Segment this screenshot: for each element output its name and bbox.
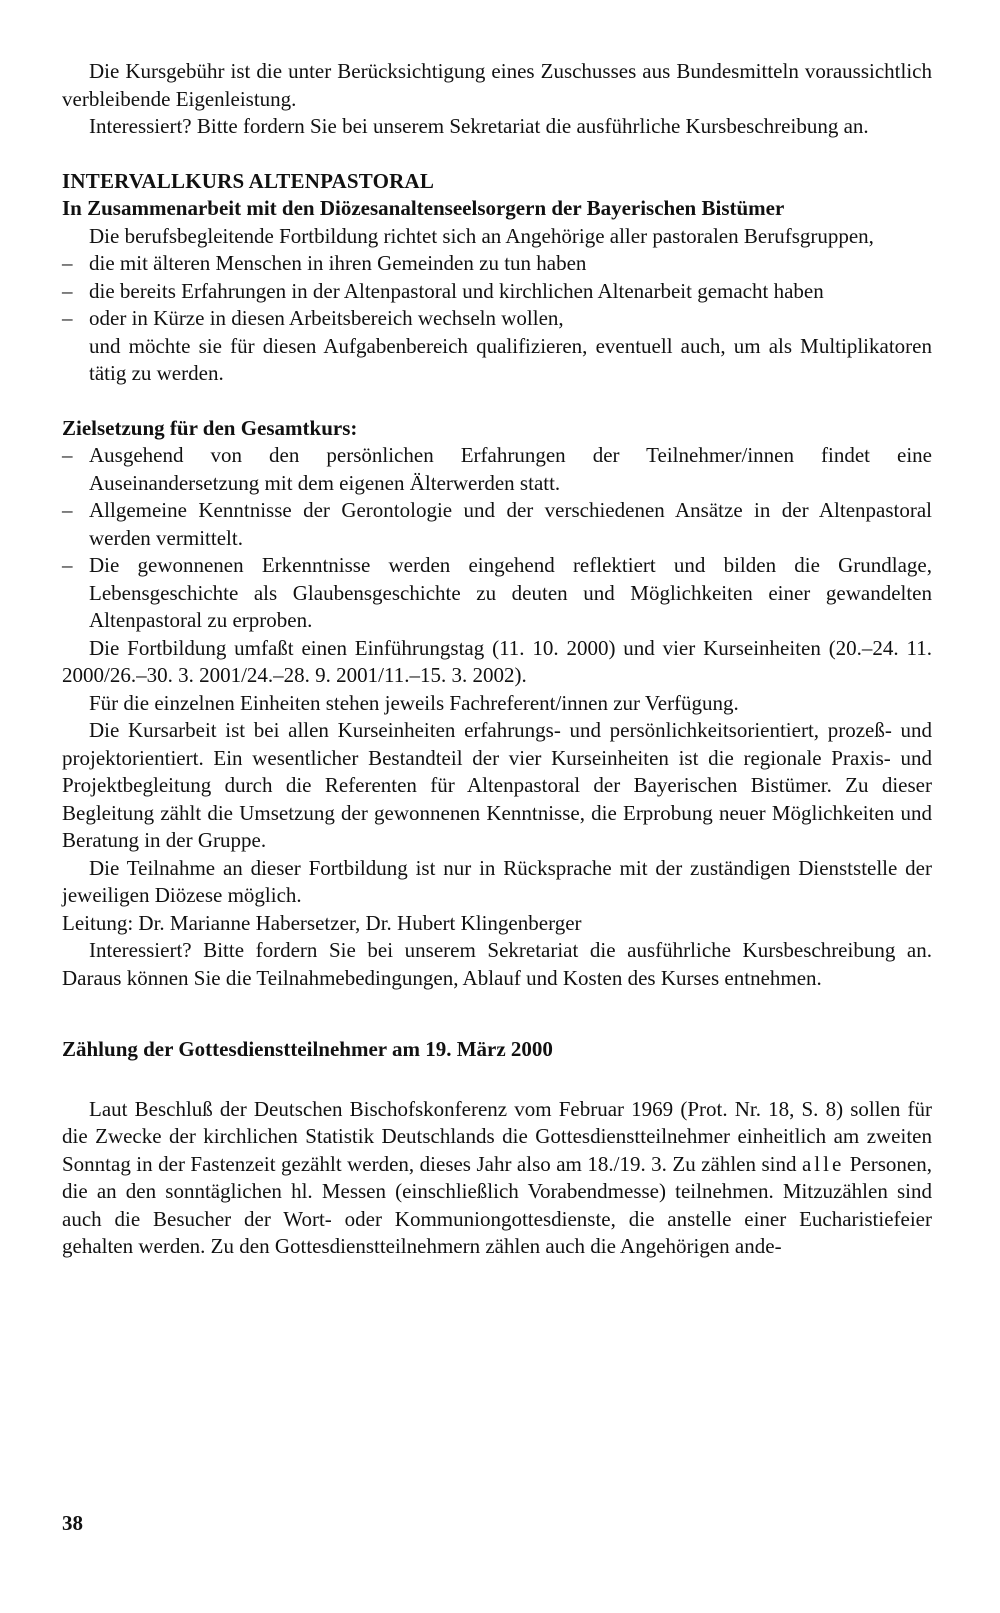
paragraph-method: Die Kursarbeit ist bei allen Kurseinheiten erfahrungs- und persönlichkeitsorientiert, prozeß- und projektorientiert. Ein wesentlicher Bestandteil der vier Kurseinheiten ist die regionale Praxis- und Projektbegleitung durch die Referenten für Altenpastoral der Bayerischen Bistümer. Zu dieser Begleitung zählt die Umsetzung der gewonnenen Kenntnisse, die Erprobung neuer Möglichkeiten und Beratung in der Gruppe.: [62, 718, 932, 852]
paragraph-course-interest: Interessiert? Bitte fordern Sie bei unserem Sekretariat die ausführliche Kursbeschreibung an. Daraus können Sie die Teilnahmebedingungen, Ablauf und Kosten des Kurses entnehmen.: [62, 938, 932, 990]
goals-list: [62, 442, 932, 635]
intro-paragraph-fee: Die Kursgebühr ist die unter Berücksichtigung eines Zuschusses aus Bundesmitteln voraussichtlich verbleibende Eigenleistung.: [62, 59, 932, 111]
paragraph-dates: Die Fortbildung umfaßt einen Einführungstag (11. 10. 2000) und vier Kurseinheiten (20.–24. 11. 2000/26.–30. 3. 2001/24.–28. 9. 2001/11.–15. 3. 2002).: [62, 635, 932, 687]
intro-paragraph-interest: Interessiert? Bitte fordern Sie bei unserem Sekretariat die ausführliche Kursbeschreibung an.: [89, 114, 869, 138]
census-heading: Zählung der Gottesdienstteilnehmer am 19. März 2000: [62, 1037, 553, 1061]
course-title: INTERVALLKURS ALTENPASTORAL: [62, 168, 435, 193]
page-number: 38: [62, 1511, 83, 1535]
census-text-a: Laut Beschluß der Deutschen Bischofskonferenz vom Februar 1969 (Prot. Nr. 18, S. 8) sollen für die Zwecke der kirchlichen Statistik Deutschlands die Gottesdienstteilnehmer einheitlich am zweiten Sonntag in der Fastenzeit gezählt werden, dieses Jahr also am 18./19. 3. Zu zählen sind: [62, 1096, 932, 1176]
list-item: – die mit älteren Menschen in ihren Gemeinden zu tun haben: [62, 250, 932, 278]
goals-heading: Zielsetzung für den Gesamtkurs:: [62, 415, 358, 440]
list-item: – Ausgehend von den persönlichen Erfahrungen der Teilnehmer/innen findet eine Auseinandersetzung mit dem eigenen Älterwerden statt.: [62, 442, 932, 497]
paragraph-referents: Für die einzelnen Einheiten stehen jeweils Fachreferent/innen zur Verfügung.: [89, 690, 739, 715]
course-leitung: Leitung: Dr. Marianne Habersetzer, Dr. Hubert Klingenberger: [62, 910, 582, 935]
list-item: – oder in Kürze in diesen Arbeitsbereich wechseln wollen,: [62, 305, 932, 333]
page-body: [62, 58, 932, 1261]
paragraph-participation: Die Teilnahme an dieser Fortbildung ist nur in Rücksprache mit der zuständigen Dienststelle der jeweiligen Diözese möglich.: [62, 855, 932, 907]
census-text-emphasis: alle: [801, 1151, 845, 1176]
course-subtitle: In Zusammenarbeit mit den Diözesanaltenseelsorgern der Bayerischen Bistümer: [62, 196, 785, 220]
course-lead: Die berufsbegleitende Fortbildung richtet sich an Angehörige aller pastoralen Berufsgruppen,: [89, 223, 874, 248]
list-item: – die bereits Erfahrungen in der Altenpastoral und kirchlichen Altenarbeit gemacht haben: [62, 278, 932, 306]
target-list-tail: und möchte sie für diesen Aufgabenbereich qualifizieren, eventuell auch, um als Multiplikatoren tätig zu werden.: [89, 333, 932, 385]
census-paragraph: [62, 1096, 932, 1261]
list-item: – Die gewonnenen Erkenntnisse werden eingehend reflektiert und bilden die Grundlage, Lebensgeschichte als Glaubensgeschichte zu deuten und Möglichkeiten einer gewandelten Altenpastoral zu erproben.: [62, 552, 932, 635]
target-list: [62, 250, 932, 333]
census-text-b: Personen, die an den sonntäglichen hl. Messen (einschließlich Vorabendmesse) teilnehmen. Mitzuzählen sind auch die Besucher der Wort- oder Kommuniongottesdienste, die anstelle einer Eucharistiefeier gehalten werden. Zu den Gottesdienstteilnehmern zählen auch die Angehörigen ande-: [62, 1151, 932, 1258]
list-item: – Allgemeine Kenntnisse der Gerontologie und der verschiedenen Ansätze in der Altenpastoral werden vermittelt.: [62, 497, 932, 552]
